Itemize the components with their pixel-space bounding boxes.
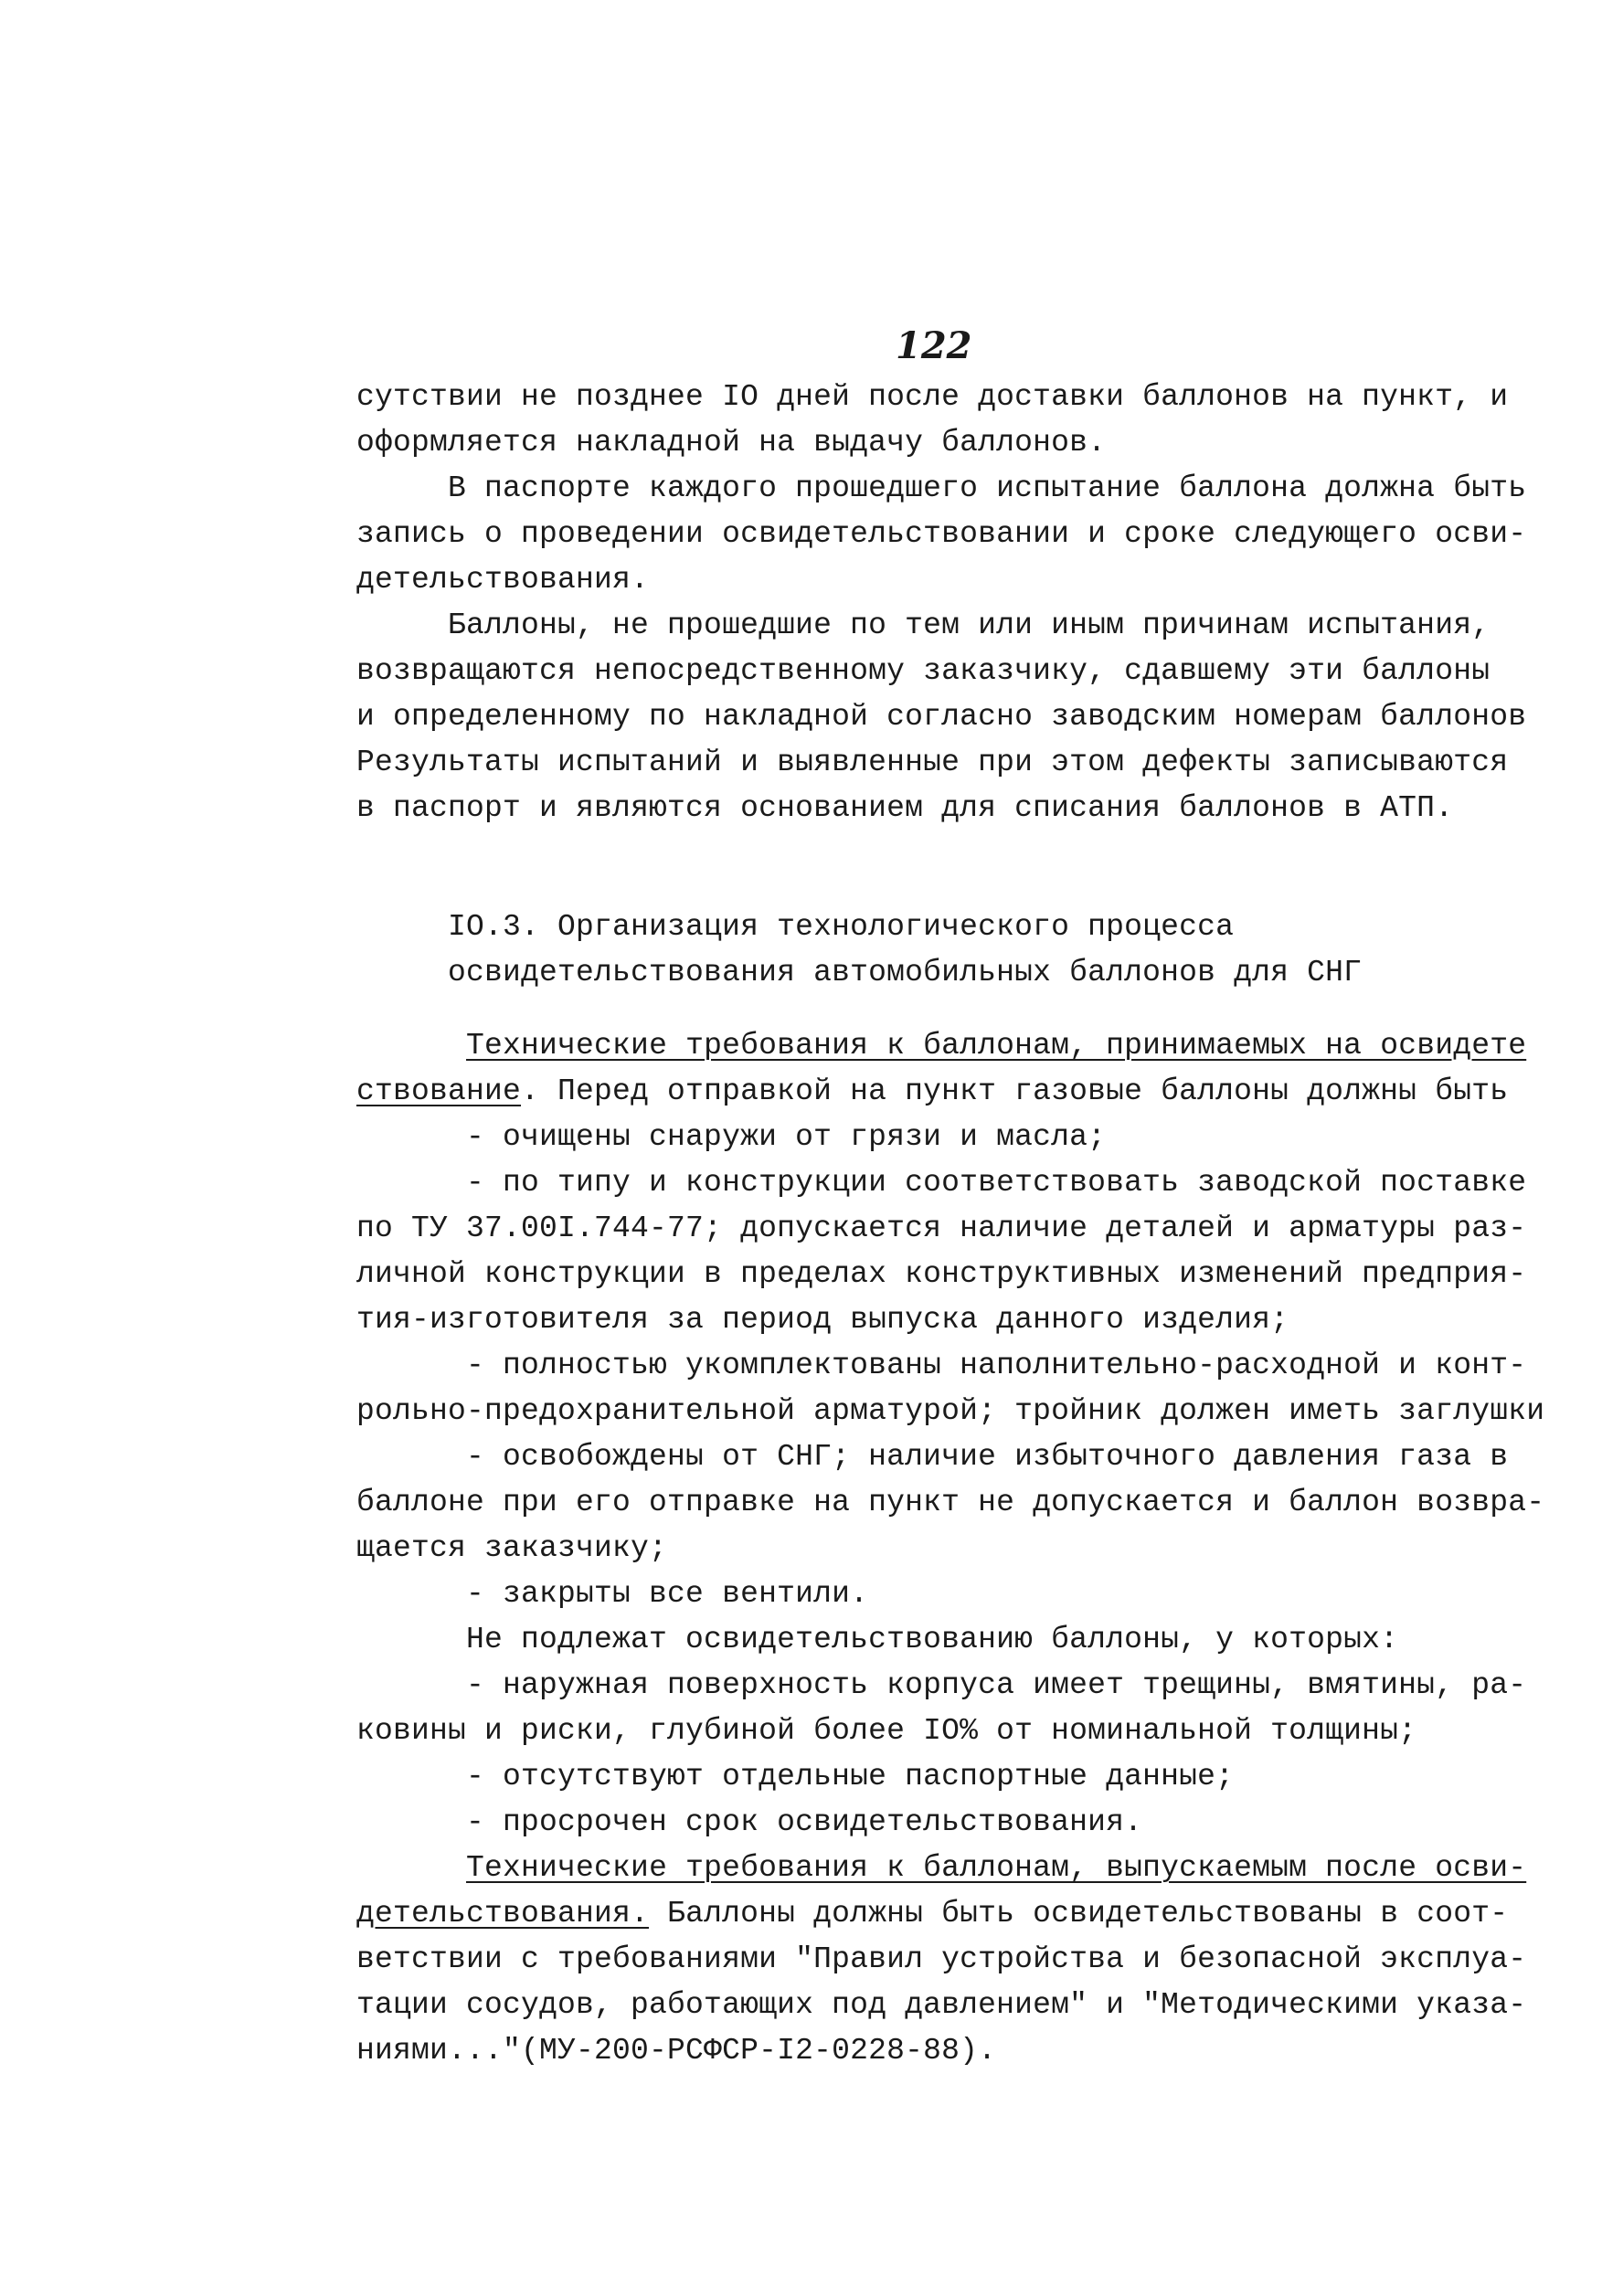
list-item: - отсутствуют отдельные паспортные данные;: [356, 1760, 1235, 1793]
list-item: - закрыты все вентили.: [356, 1577, 869, 1611]
text-run: . Перед отправкой на пункт газовые баллоны должны быть: [521, 1074, 1509, 1108]
list-item: - освобождены от СНГ; наличие избыточного давления газа в: [356, 1440, 1509, 1474]
text-line: В паспорте каждого прошедшего испытание баллона должна быть: [356, 471, 1527, 505]
text-line: по ТУ 37.00I.744-77; допускается наличие деталей и арматуры раз-: [356, 1211, 1527, 1245]
text-line: личной конструкции в пределах конструктивных изменений предприя-: [356, 1257, 1527, 1291]
text-line: ветствии с требованиями "Правил устройства и безопасной эксплуа-: [356, 1942, 1527, 1976]
indent: [356, 1029, 466, 1063]
text-line: Баллоны, не прошедшие по тем или иным причинам испытания,: [356, 608, 1491, 642]
text-run: Баллоны должны быть освидетельствованы в соот-: [649, 1897, 1509, 1931]
text-line: Результаты испытаний и выявленные при этом дефекты записываются: [356, 746, 1509, 779]
paragraph-2: [356, 466, 1554, 603]
spacer: [356, 996, 1554, 1023]
text-line: рольно-предохранительной арматурой; тройник должен иметь заглушки: [356, 1394, 1545, 1428]
underlined-heading: Технические требования к баллонам, принимаемых на освидете: [466, 1029, 1527, 1063]
body-text: [356, 375, 1554, 2074]
text-line: возвращаются непосредственному заказчику, сдавшему эти баллоны: [356, 654, 1491, 688]
text-line: баллоне при его отправке на пункт не допускается и баллон возвра-: [356, 1486, 1545, 1519]
text-line: тации сосудов, работающих под давлением" и "Методическими указа-: [356, 1988, 1527, 2022]
list-item: - очищены снаружи от грязи и масла;: [356, 1120, 1107, 1154]
underlined-heading: Технические требования к баллонам, выпускаемым после осви-: [466, 1851, 1527, 1885]
underlined-heading: детельствования.: [356, 1897, 650, 1931]
requirements-intake: [356, 1023, 1554, 1846]
list-item: - просрочен срок освидетельствования.: [356, 1805, 1143, 1839]
underlined-heading: ствование: [356, 1074, 522, 1108]
text-line: и определенному по накладной согласно заводским номерам баллонов: [356, 700, 1527, 734]
text-line: оформляется накладной на выдачу баллонов.: [356, 426, 1107, 460]
text-line: [356, 1846, 1554, 1891]
text-line: [356, 1891, 1554, 1937]
section-heading-line: IO.3. Организация технологического процесса: [356, 910, 1235, 944]
text-line: сутствии не позднее IO дней после доставки баллонов на пункт, и: [356, 380, 1509, 414]
list-item: - наружная поверхность корпуса имеет трещины, вмятины, ра-: [356, 1668, 1527, 1702]
text-line: Не подлежат освидетельствованию баллоны, у которых:: [356, 1623, 1399, 1656]
text-line: ниями..."(МУ-200-РСФСР-I2-0228-88).: [356, 2034, 997, 2068]
list-item: - полностью укомплектованы наполнительно-расходной и конт-: [356, 1349, 1527, 1382]
text-line: запись о проведении освидетельствовании и сроке следующего осви-: [356, 517, 1527, 551]
text-line: [356, 1069, 1554, 1115]
section-heading: [356, 905, 1554, 996]
spacer: [356, 831, 1554, 905]
text-line: детельствования.: [356, 563, 650, 597]
paragraph-3: [356, 603, 1554, 831]
list-item: - по типу и конструкции соответствовать заводской поставке: [356, 1166, 1527, 1200]
indent: [356, 1851, 466, 1885]
text-line: ковины и риски, глубиной более IO% от номинальной толщины;: [356, 1714, 1417, 1748]
section-heading-line: освидетельствования автомобильных баллонов для СНГ: [356, 956, 1363, 989]
requirements-release: [356, 1846, 1554, 2074]
text-line: [356, 1023, 1554, 1069]
text-line: тия-изготовителя за период выпуска данного изделия;: [356, 1303, 1289, 1337]
page-number: 122: [896, 324, 972, 367]
text-line: щается заказчику;: [356, 1531, 668, 1565]
text-line: в паспорт и являются основанием для списания баллонов в АТП.: [356, 791, 1454, 825]
paragraph-1: [356, 375, 1554, 466]
